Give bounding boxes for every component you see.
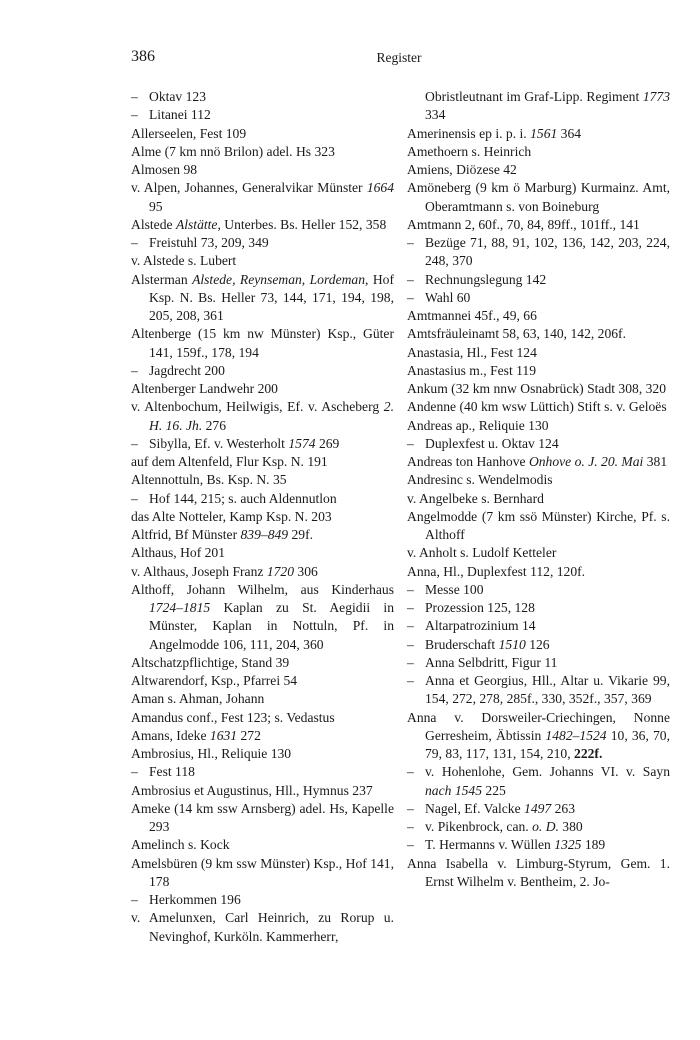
subentry-dash: – [131,764,138,780]
index-entry: Althaus, Hof 201 [131,545,226,561]
subentry-dash: – [407,600,414,615]
subentry-dash: – [407,618,414,634]
subentry-dash: – [131,490,138,506]
index-entry: Amtsfräuleinamt 58, 63, 140, 142, 206f. [407,326,626,342]
index-entry: Anastasius m., Fest 119 [407,362,537,378]
index-entry: Amerinensis ep i. p. i. 1561 364 [407,125,582,141]
index-entry: v. Alpen, Johannes, Generalvikar Münster 1664 95 [131,180,394,214]
subentry-dash: – [407,819,414,834]
index-entry: v. Althaus, Joseph Franz 1720 306 [131,563,318,579]
index-entry: das Alte Notteler, Kamp Ksp. N. 203 [131,508,332,524]
index-entry: Almosen 98 [131,162,198,177]
index-entry: v. Angelbeke s. Bernhard [407,490,544,506]
index-entry: Amelsbüren (9 km ssw Münster) Ksp., Hof 141, 178 [131,855,394,889]
index-entry: Allerseelen, Fest 109 [131,125,247,141]
index-entry: Altenberge (15 km nw Münster) Ksp., Güter 141, 159f., 178, 194 [131,326,394,360]
index-subentry: – Bezüge 71, 88, 91, 102, 136, 142, 203, 224, 248, 370 [407,235,670,269]
subentry-dash: – [407,271,414,287]
subentry-dash: – [407,636,414,652]
index-subentry: – Altarpatrozinium 14 [407,617,670,635]
subentry-dash: – [407,289,414,305]
subentry-dash: – [407,837,414,853]
index-entry: Andenne (40 km wsw Lüttich) Stift s. v. Geloës [407,399,667,415]
index-entry: Amöneberg (9 km ö Marburg) Kurmainz. Amt, Oberamtmann s. von Boineburg [407,180,670,214]
subentry-dash: – [407,764,414,780]
index-entry: Altenberger Landwehr 200 [131,381,278,396]
index-entry: Alstede Alstätte, Unterbes. Bs. Heller 152, 358 [131,216,387,232]
subentry-dash: – [131,107,138,123]
index-entry: Anna v. Dorsweiler-Criechingen, Nonne Gerresheim, Äbtissin 1482–1524 10, 36, 70, 79, 83, 117, 131, 154, 210, 222f. [407,709,670,761]
index-subentry: – Rechnungslegung 142 [407,271,670,289]
index-subentry: – Hof 144, 215; s. auch Aldennutlon [131,490,394,508]
subentry-dash: – [407,800,414,816]
index-entry: Ambrosius, Hl., Reliquie 130 [131,746,292,761]
index-entry: Amethoern s. Heinrich [407,143,532,159]
index-subentry: – T. Hermanns v. Wüllen 1325 189 [407,836,670,854]
index-entry: Altschatzpflichtige, Stand 39 [131,654,290,670]
index-subentry: – Duplexfest u. Oktav 124 [407,435,670,453]
page-header [131,48,667,70]
index-entry: Amandus conf., Fest 123; s. Vedastus [131,709,335,725]
index-entry: v. Anholt s. Ludolf Ketteler [407,545,557,561]
index-entry: Andresinc s. Wendelmodis [407,472,553,488]
index-subentry: – Litanei 112 [131,106,394,124]
index-entry: Anna, Hl., Duplexfest 112, 120f. [407,563,586,579]
index-entry: Angelmodde (7 km ssö Münster) Kirche, Pf. s. Althoff [407,508,670,542]
index-entry: Ameke (14 km ssw Arnsberg) adel. Hs, Kapelle 293 [131,800,394,834]
running-head: Register [376,50,422,65]
index-entry: Althoff, Johann Wilhelm, aus Kinderhaus 1724–1815 Kaplan zu St. Aegidii in Münster, Kaplan in Nottuln, Pf. in Angelmodde 106, 111, 204, 360 [131,581,394,652]
index-entry: Amtmann 2, 60f., 70, 84, 89ff., 101ff., 141 [407,216,640,232]
subentry-dash: – [407,235,414,250]
subentry-dash: – [407,654,414,670]
index-entry: v. Amelunxen, Carl Heinrich, zu Rorup u. Nevinghof, Kurköln. Kammerherr, [131,910,394,944]
index-entry: Ankum (32 km nnw Osnabrück) Stadt 308, 320 [407,381,667,396]
subentry-dash: – [407,435,414,451]
index-entry: Altennottuln, Bs. Ksp. N. 35 [131,472,287,488]
subentry-dash: – [131,235,138,250]
index-entry: Andreas ap., Reliquie 130 [407,417,549,433]
subentry-dash: – [407,673,414,688]
index-entry: Andreas ton Hanhove Onhove o. J. 20. Mai 381 [407,454,668,469]
subentry-dash: – [131,362,138,378]
index-entry: Amans, Ideke 1631 272 [131,727,261,743]
index-subentry: – Anna et Georgius, Hll., Altar u. Vikarie 99, 154, 272, 278, 285f., 330, 352f., 357, 369 [407,673,670,707]
index-subentry: – Anna Selbdritt, Figur 11 [407,654,670,672]
index-subentry: – Oktav 123 [131,88,394,106]
index-entry: Amtmannei 45f., 49, 66 [407,308,537,323]
index-column-right [407,88,670,891]
subentry-dash: – [407,581,414,597]
subentry-dash: – [131,435,138,451]
index-column-left [131,88,394,946]
subentry-dash: – [131,89,138,104]
index-subentry: – Messe 100 [407,581,670,599]
index-entry: Anna Isabella v. Limburg-Styrum, Gem. 1. Ernst Wilhelm v. Bentheim, 2. Jo- [407,855,670,889]
index-subentry: – Sibylla, Ef. v. Westerholt 1574 269 [131,435,394,453]
index-subentry: – Wahl 60 [407,289,670,307]
index-entry: Obristleutnant im Graf-Lipp. Regiment 1773 334 [425,89,670,123]
index-subentry: – Nagel, Ef. Valcke 1497 263 [407,800,670,818]
index-subentry: – v. Pikenbrock, can. o. D. 380 [407,818,670,836]
index-entry: Amelinch s. Kock [131,837,230,853]
subentry-dash: – [131,892,138,907]
index-entry: Altwarendorf, Ksp., Pfarrei 54 [131,673,298,688]
index-subentry: – Jagdrecht 200 [131,362,394,380]
index-entry: v. Altenbochum, Heilwigis, Ef. v. Ascheberg 2. H. 16. Jh. 276 [131,399,394,433]
index-entry: Ambrosius et Augustinus, Hll., Hymnus 237 [131,782,373,798]
index-subentry: – Prozession 125, 128 [407,599,670,617]
index-entry: v. Alstede s. Lubert [131,253,237,269]
index-entry: Anastasia, Hl., Fest 124 [407,344,537,360]
index-subentry: – Freistuhl 73, 209, 349 [131,234,394,252]
index-subentry: – v. Hohenlohe, Gem. Johanns VI. v. Sayn nach 1545 225 [407,764,670,798]
index-entry: Amiens, Diözese 42 [407,162,517,177]
index-subentry: – Herkommen 196 [131,891,394,909]
index-entry: Aman s. Ahman, Johann [131,691,265,707]
page-number: 386 [131,48,155,65]
index-entry: auf dem Altenfeld, Flur Ksp. N. 191 [131,454,328,469]
index-entry: Alsterman Alstede, Reynseman, Lordeman, Hof Ksp. N. Bs. Heller 73, 144, 171, 194, 198, 205, 208, 361 [131,271,394,323]
index-subentry: – Fest 118 [131,763,394,781]
index-entry: Altfrid, Bf Münster 839–849 29f. [131,527,313,542]
index-entry: Alme (7 km nnö Brilon) adel. Hs 323 [131,143,335,159]
index-subentry: – Bruderschaft 1510 126 [407,636,670,654]
